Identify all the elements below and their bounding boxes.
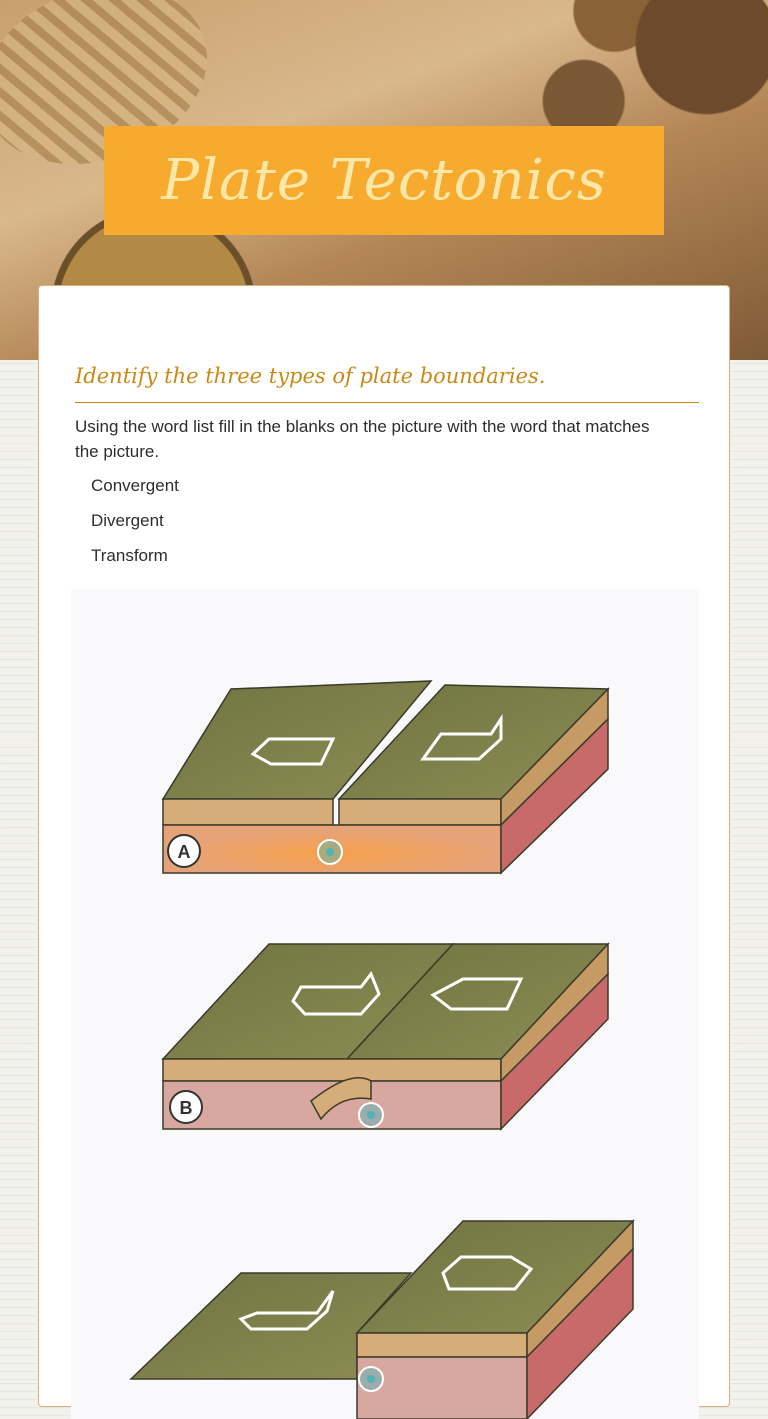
plate-diagram-svg <box>71 589 699 1419</box>
diagram-a <box>163 681 608 873</box>
word-list-item: Divergent <box>91 511 164 530</box>
word-list <box>91 474 391 579</box>
plate-boundaries-figure <box>71 589 699 1419</box>
word-list-item: Transform <box>91 546 168 565</box>
hotspot-c-dot <box>367 1375 375 1383</box>
diagram-b <box>163 944 608 1129</box>
label-b: B <box>179 1098 193 1118</box>
diagram-c <box>131 1221 633 1419</box>
hotspot-a-dot <box>326 848 334 856</box>
question-divider <box>75 402 699 403</box>
page-title: Plate Tectonics <box>161 148 607 213</box>
label-a: A <box>177 842 191 862</box>
hotspot-b-dot <box>367 1111 375 1119</box>
word-list-item: Convergent <box>91 476 179 495</box>
question-instructions: Using the word list fill in the blanks on the picture with the word that matches the picture. <box>75 417 650 461</box>
question-title: Identify the three types of plate boundaries. <box>75 364 546 388</box>
title-box <box>104 126 664 235</box>
worksheet-card <box>38 285 730 1407</box>
